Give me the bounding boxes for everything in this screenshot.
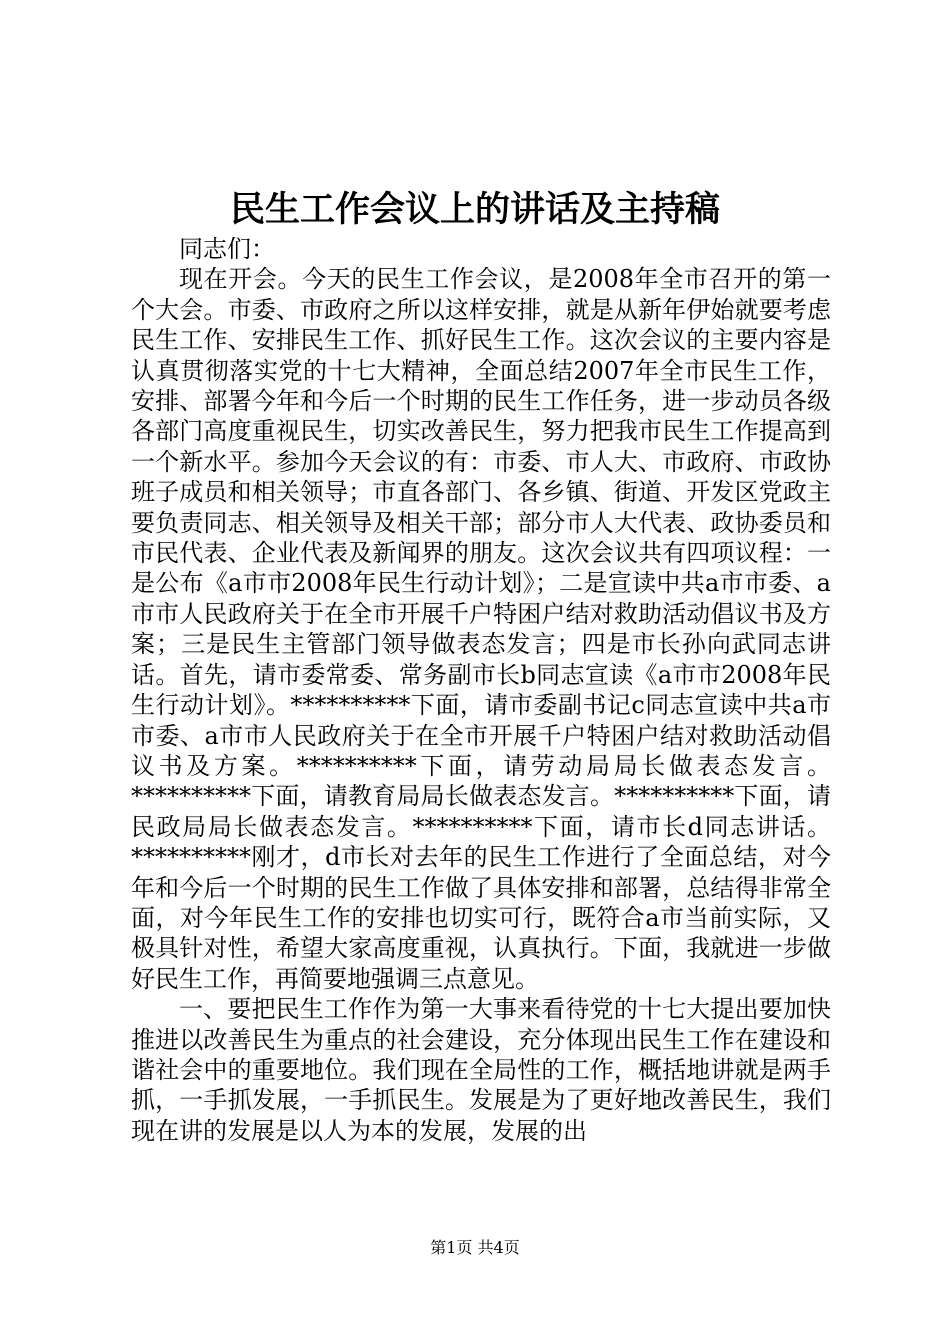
- document-body: [131, 234, 831, 1146]
- page-number-footer: 第1页 共4页: [430, 1238, 520, 1257]
- salutation-paragraph: 同志们：: [179, 235, 275, 263]
- document-title: 民生工作会议上的讲话及主持稿: [229, 189, 720, 230]
- opening-paragraph: 现在开会。今天的民生工作会议，是2008年全市召开的第一个大会。市委、市政府之所以这样安排，就是从新年伊始就要考虑民生工作、安排民生工作、抓好民生工作。这次会议的主要内容是认真贯彻落实党的十七大精神，全面总结2007年全市民生工作，安排、部署今年和今后一个时期的民生工作任务，进一步动员各级各部门高度重视民生，切实改善民生，努力把我市民生工作提高到一个新水平。参加今天会议的有：市委、市人大、市政府、市政协班子成员和相关领导；市直各部门、各乡镇、街道、开发区党政主要负责同志、相关领导及相关干部；部分市人大代表、政协委员和市民代表、企业代表及新闻界的朋友。这次会议共有四项议程：一是公布《a市市2008年民生行动计划》；二是宣读中共a市市委、a市市人民政府关于在全市开展千户特困户结对救助活动倡议书及方案；三是民生主管部门领导做表态发言；四是市长孙向武同志讲话。首先，请市委常委、常务副市长b同志宣读《a市市2008年民生行动计划》。**********下面，请市委副书记c同志宣读中共a市市委、a市市人民政府关于在全市开展千户特困户结对救助活动倡议书及方案。**********下面，请劳动局局长做表态发言。**********下面，请教育局局长做表态发言。**********下面，请民政局局长做表态发言。**********下面，请市长d同志讲话。**********刚才，d市长对去年的民生工作进行了全面总结，对今年和今后一个时期的民生工作做了具体安排和部署，总结得非常全面，对今年民生工作的安排也切实可行，既符合a市当前实际，又极具针对性，希望大家高度重视，认真执行。下面，我就进一步做好民生工作，再简要地强调三点意见。: [131, 265, 831, 993]
- point-one-paragraph: 一、要把民生工作作为第一大事来看待党的十七大提出要加快推进以改善民生为重点的社会建设，充分体现出民生工作在建设和谐社会中的重要地位。我们现在全局性的工作，概括地讲就是两手抓，一手抓发展，一手抓民生。发展是为了更好地改善民生，我们现在讲的发展是以人为本的发展，发展的出: [131, 995, 831, 1145]
